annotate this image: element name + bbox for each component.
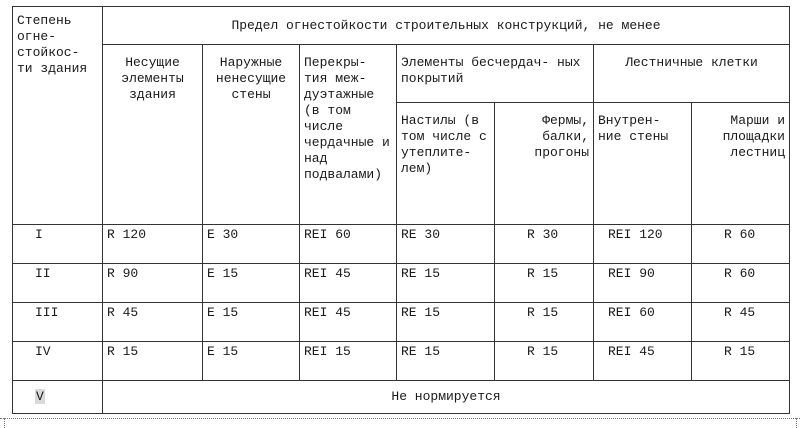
degree-v-text: V (36, 389, 44, 404)
not-normalized-cell: Не нормируется (103, 381, 790, 414)
floors-text: Перекры- тия меж- дуэтажные (в том числе чердачные и над подвалами) (304, 55, 390, 182)
stair-walls-cell: REI 45 (594, 342, 692, 381)
floors-cell: REI 45 (300, 264, 397, 303)
page-boundary-right (796, 418, 797, 428)
roof-group-header (397, 45, 594, 103)
outer-walls-cell: E 15 (203, 303, 300, 342)
roof-trusses-text: Фермы, балки, прогоны (534, 113, 589, 160)
roof-decks-header (397, 103, 495, 225)
main-title-header (103, 7, 790, 45)
stair-walls-header (594, 103, 692, 225)
stairs-group-text: Лестничные клетки (625, 55, 758, 70)
table-row (13, 225, 790, 264)
load-bearing-cell: R 120 (103, 225, 203, 264)
page-boundary-left (4, 418, 5, 428)
table-row (13, 342, 790, 381)
degree-cell (13, 381, 103, 414)
outer-walls-cell: E 30 (203, 225, 300, 264)
roof-group-text: Элементы бесчердач- ных покрытий (401, 55, 581, 86)
stair-flights-text: Марши и площадки лестниц (722, 113, 785, 160)
stair-walls-text: Внутрен- ние стены (598, 113, 669, 144)
degree-header (13, 7, 103, 225)
main-title-text: Предел огнестойкости строительных конструкций, не менее (231, 17, 661, 33)
outer-walls-text: Наружные ненесущие стены (215, 55, 287, 102)
stair-walls-cell: REI 120 (594, 225, 692, 264)
roof-trusses-cell: R 30 (495, 225, 594, 264)
degree-header-text: Степень огне- стойкос- ти здания (17, 13, 88, 76)
load-bearing-cell: R 90 (103, 264, 203, 303)
table-row (13, 381, 790, 414)
roof-decks-cell: RE 15 (397, 303, 495, 342)
page-boundary-line (0, 418, 800, 419)
stair-flights-cell: R 45 (692, 303, 790, 342)
roof-trusses-header (495, 103, 594, 225)
roof-trusses-cell: R 15 (495, 342, 594, 381)
floors-header (300, 45, 397, 225)
table-row (13, 264, 790, 303)
stair-flights-cell: R 60 (692, 225, 790, 264)
roof-decks-cell: RE 15 (397, 264, 495, 303)
outer-walls-header (203, 45, 300, 225)
outer-walls-cell: E 15 (203, 264, 300, 303)
floors-cell: REI 60 (300, 225, 397, 264)
degree-cell: I (13, 225, 103, 264)
load-bearing-header (103, 45, 203, 225)
floors-cell: REI 15 (300, 342, 397, 381)
degree-cell: IV (13, 342, 103, 381)
roof-decks-text: Настилы (в том числе с утеплите- лем) (401, 113, 487, 176)
stair-flights-cell: R 15 (692, 342, 790, 381)
fire-resistance-table (12, 6, 790, 414)
roof-decks-cell: RE 15 (397, 342, 495, 381)
load-bearing-cell: R 45 (103, 303, 203, 342)
roof-decks-cell: RE 30 (397, 225, 495, 264)
stair-flights-cell: R 60 (692, 264, 790, 303)
floors-cell: REI 45 (300, 303, 397, 342)
roof-trusses-cell: R 15 (495, 303, 594, 342)
roof-trusses-cell: R 15 (495, 264, 594, 303)
load-bearing-text: Несущие элементы здания (121, 55, 184, 102)
load-bearing-cell: R 15 (103, 342, 203, 381)
stairs-group-header (594, 45, 790, 103)
stair-walls-cell: REI 60 (594, 303, 692, 342)
degree-cell: II (13, 264, 103, 303)
table-row (13, 303, 790, 342)
stair-walls-cell: REI 90 (594, 264, 692, 303)
degree-cell: III (13, 303, 103, 342)
stair-flights-header (692, 103, 790, 225)
outer-walls-cell: E 15 (203, 342, 300, 381)
